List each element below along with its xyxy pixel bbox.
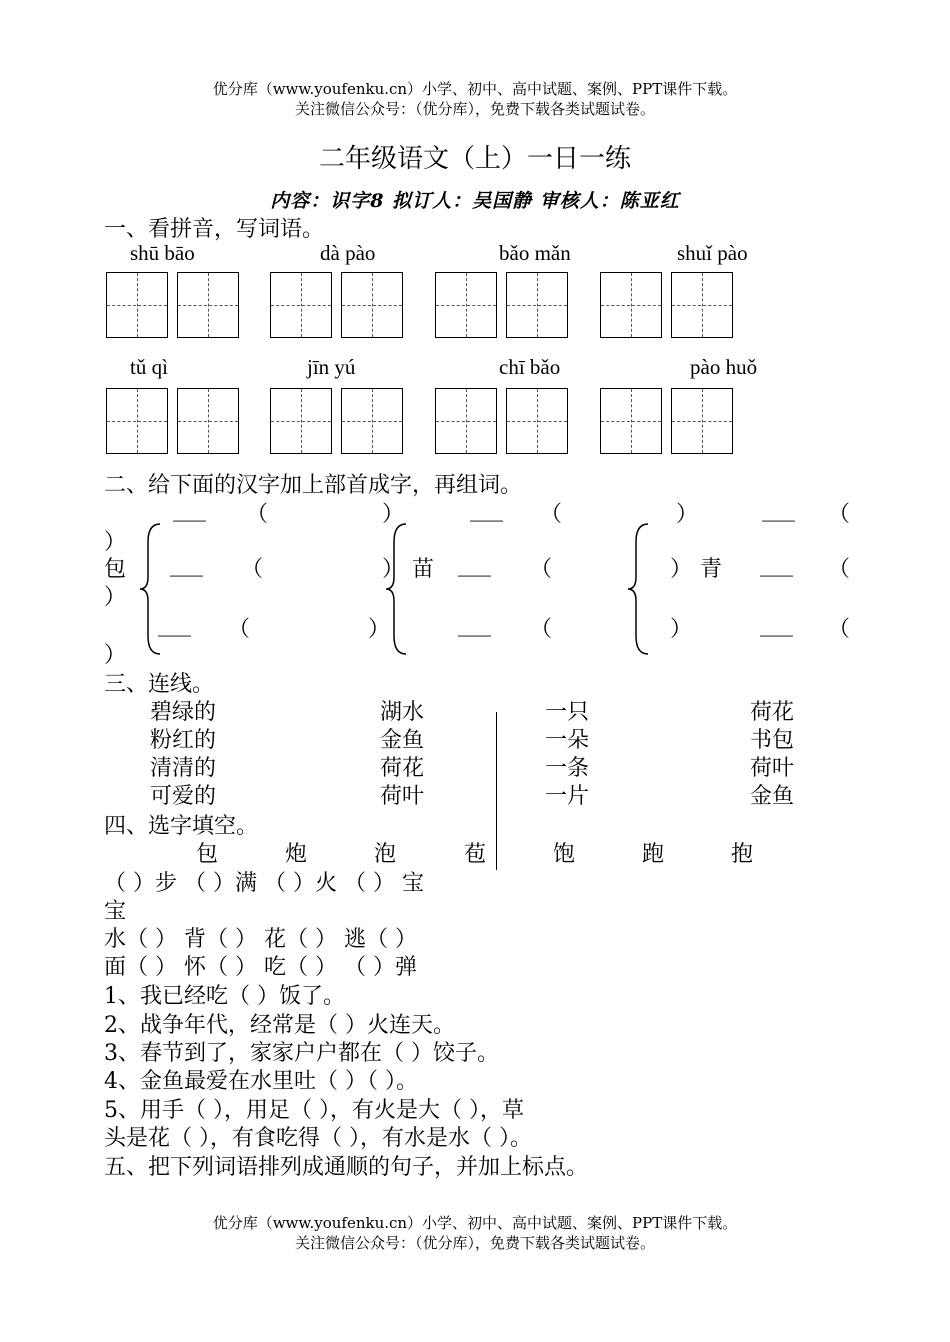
blank-6[interactable]: ___ [760,552,793,577]
sentence-1: 1、我已经吃（ ）饭了。 [104,984,345,1009]
fill-row-2: 水（ ） 背（ ） 花（ ） 逃（ ） [104,927,417,952]
pinyin-baoman: bǎo mǎn [499,241,571,265]
blank-8[interactable]: ___ [458,612,491,637]
writing-box[interactable] [177,388,239,454]
writing-box[interactable] [270,388,332,454]
writing-box[interactable] [341,272,403,338]
footer-line-1: 优分库（www.youfenku.cn）小学、初中、高中试题、案例、PPT课件下载。 [212,1214,738,1232]
meta-info: 内容：识字8 拟订人：吴国静 审核人：陈亚红 [270,190,680,212]
blank-5[interactable]: ___ [458,552,491,577]
pinyin-paohuo: pào huǒ [690,355,758,379]
match-item[interactable]: 金鱼 [380,728,425,753]
fill-row-1-wrap: 宝 [104,899,127,924]
match-item[interactable]: 可爱的 [150,784,217,809]
match-item[interactable]: 荷花 [380,756,425,781]
brace-right [626,522,652,656]
writing-box[interactable] [106,272,168,338]
blank-7[interactable]: ___ [158,612,191,637]
match-item[interactable]: 一片 [545,784,590,809]
section2-heading: 二、给下面的汉字加上部首成字，再组词。 [104,473,523,498]
paren-open: （ [828,502,851,527]
paren-close: ） [104,530,127,555]
pinyin-shuipao: shuǐ pào [677,241,748,265]
match-item[interactable]: 清清的 [150,756,217,781]
blank-2[interactable]: ___ [470,497,503,522]
pinyin-tuqi: tǔ qì [130,355,168,379]
choice-char: 苞 [464,842,487,867]
choice-char: 泡 [374,842,397,867]
paren-close: ） [670,557,693,582]
divider-line [496,712,497,870]
writing-box[interactable] [671,388,733,454]
blank-4[interactable]: ___ [170,552,203,577]
writing-box[interactable] [177,272,239,338]
writing-box[interactable] [341,388,403,454]
writing-box[interactable] [435,388,497,454]
paren-open: （ [540,502,563,527]
paren-open: （ [530,557,553,582]
fill-row-1: （ ）步 （ ）满 （ ）火 （ ） 宝 [104,871,424,896]
pinyin-dapao: dà pào [320,241,376,265]
writing-box[interactable] [600,272,662,338]
match-item[interactable]: 一只 [545,700,590,725]
match-item[interactable]: 金鱼 [750,784,795,809]
paren-open: （ [228,617,251,642]
section4-heading: 四、选字填空。 [104,814,259,839]
writing-box[interactable] [671,272,733,338]
sentence-3: 3、春节到了，家家户户都在（ ）饺子。 [104,1041,499,1066]
pinyin-chibao: chī bǎo [499,355,561,379]
paren-open: （ [530,617,553,642]
footer-line-2: 关注微信公众号：（优分库），免费下载各类试题试卷。 [294,1234,655,1252]
writing-box[interactable] [600,388,662,454]
match-item[interactable]: 荷叶 [380,784,425,809]
paren-close: ） [670,617,693,642]
paren-open: （ [241,557,264,582]
section5-heading: 五、把下列词语排列成通顺的句子，并加上标点。 [104,1155,589,1180]
writing-box[interactable] [270,272,332,338]
match-item[interactable]: 粉红的 [150,728,217,753]
paren-close: ） [382,502,405,527]
section1-heading: 一、看拼音，写词语。 [104,217,325,242]
paren-close: ） [676,502,699,527]
paren-open: （ [828,617,851,642]
paren-close: ） [104,585,127,610]
paren-close: ） [382,557,405,582]
paren-close: ） [368,617,391,642]
match-item[interactable]: 书包 [750,728,795,753]
match-item[interactable]: 一条 [545,756,590,781]
match-item[interactable]: 荷花 [750,700,795,725]
choice-char: 饱 [553,842,576,867]
sentence-5a: 5、用手（ ），用足（ ），有火是大（ ），草 [104,1098,524,1123]
char-bao: 包 [104,557,127,582]
blank-9[interactable]: ___ [760,612,793,637]
section3-heading: 三、连线。 [104,672,215,697]
match-item[interactable]: 碧绿的 [150,700,217,725]
match-item[interactable]: 一朵 [545,728,590,753]
writing-box[interactable] [106,388,168,454]
pinyin-jinyu: jīn yú [307,355,356,379]
match-item[interactable]: 湖水 [380,700,425,725]
writing-box[interactable] [435,272,497,338]
sentence-4: 4、金鱼最爱在水里吐（ ）（ ）。 [104,1069,418,1094]
choice-char: 炮 [285,842,308,867]
writing-box[interactable] [506,388,568,454]
char-qing: 青 [700,557,723,582]
blank-3[interactable]: ___ [762,497,795,522]
pinyin-shubao: shū bāo [130,241,195,265]
paren-close: ） [104,643,127,668]
header-line-1: 优分库（www.youfenku.cn）小学、初中、高中试题、案例、PPT课件下载。 [212,80,738,98]
header-line-2: 关注微信公众号：（优分库），免费下载各类试题试卷。 [294,100,655,118]
page-title: 二年级语文（上）一日一练 [318,144,631,174]
paren-open: （ [828,557,851,582]
blank-1[interactable]: ___ [173,497,206,522]
char-miao: 苗 [412,557,435,582]
sentence-5b: 头是花（ ），有食吃得（ ），有水是水（ ）。 [104,1126,532,1151]
paren-open: （ [246,502,269,527]
match-item[interactable]: 荷叶 [750,756,795,781]
writing-box[interactable] [506,272,568,338]
sentence-2: 2、战争年代，经常是（ ）火连天。 [104,1013,455,1038]
choice-char: 包 [196,842,219,867]
choice-char: 跑 [642,842,665,867]
fill-row-3: 面（ ） 怀（ ） 吃（ ） （ ）弹 [104,955,417,980]
choice-char: 抱 [731,842,754,867]
